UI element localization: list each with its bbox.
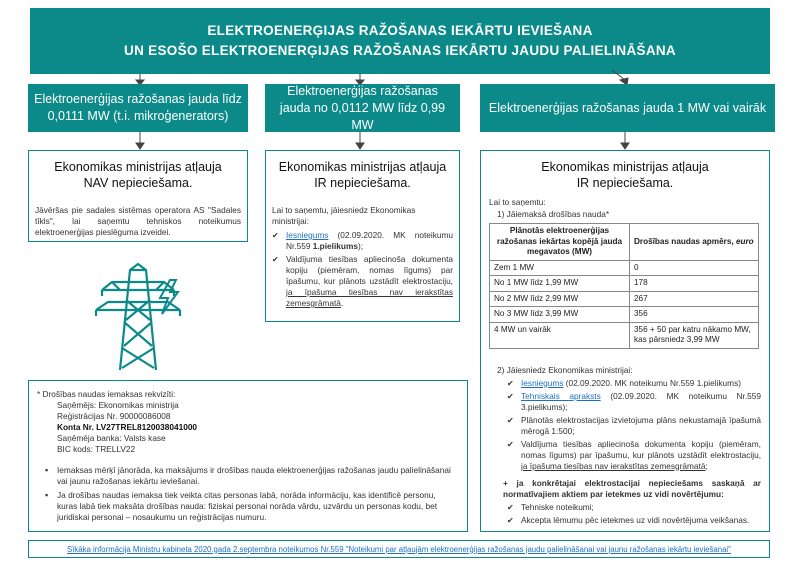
title-line: IR nepieciešama. xyxy=(314,176,411,190)
card-text: Jāvēršas pie sadales sistēmas operatora AS "Sadales tīkls", lai saņemtu tehniskos noteikumus elektroenerģijas pieslēguma izveidei. xyxy=(35,205,241,237)
list-item: ✔ Akcepta lēmumu pēc ietekmes uz vidi novērtējuma veikšanas. xyxy=(507,515,761,526)
banner-line-2: UN ESOŠO ELEKTROENERĢIJAS RAŽOŠANAS IEKĀRTU JAUDU PALIELINĀŠANA xyxy=(124,43,676,58)
table-cell: 356 xyxy=(630,307,759,323)
column-header xyxy=(630,224,759,261)
arrows xyxy=(0,0,800,160)
arrow-down-icon xyxy=(612,70,625,80)
card-permit-mid xyxy=(265,150,460,322)
step-2: 2) Jāiesniedz Ekonomikas ministrijai: xyxy=(497,364,633,375)
item-underlined: ja īpašuma tiesības nav ierakstītas zemesgrāmatā xyxy=(286,287,453,308)
list-item xyxy=(507,391,761,413)
item-text: (02.09.2020. MK noteikumu Nr.559 xyxy=(286,230,453,251)
list-item: ✔ Tehniske noteikumi; xyxy=(507,502,761,513)
table-row xyxy=(490,260,759,276)
arrow-down-icon xyxy=(621,143,629,149)
arrow-down-icon xyxy=(136,143,144,149)
table-row xyxy=(490,322,759,348)
header-text: Drošības naudas apmērs, xyxy=(634,236,736,246)
detail-line: Saņēmējs: Ekonomikas ministrija xyxy=(57,400,179,410)
table-cell: 4 MW un vairāk xyxy=(490,322,630,348)
detail-line: Reģistrācijas Nr. 90000086008 xyxy=(57,411,171,421)
eia-list xyxy=(507,502,761,526)
pylon-lightning-icon xyxy=(90,262,190,372)
header-mid: Elektroenerģijas ražošanas jauda no 0,0112 MW līdz 0,99 MW xyxy=(265,84,460,132)
list-item: ✔ Plānotās elektrostacijas izvietojuma plāns nekustamajā īpašumā mērogā 1:500; xyxy=(507,415,761,437)
card-title xyxy=(481,159,769,191)
table-cell: 178 xyxy=(630,276,759,292)
detail-line: Saņēmēja banka: Valsts kase xyxy=(57,433,166,443)
header-em: euro xyxy=(735,236,754,246)
list-item: ▪ Iemaksas mērķī jānorāda, ka maksājums ir drošības nauda elektroenerģijas ražošanas jaudu palielināšanai vai jaunu ražošanas iekārtu ieviešanai. xyxy=(43,465,453,487)
item-text: (02.09.2020. MK noteikumu Nr.559 1.pielikums) xyxy=(563,377,741,388)
title-line: Ekonomikas ministrijas atļauja xyxy=(541,160,709,174)
fee-table xyxy=(489,223,759,349)
list-item xyxy=(507,439,761,472)
application-link[interactable]: Iesniegums xyxy=(286,230,329,240)
account-number: Konta Nr. LV27TREL8120038041000 xyxy=(57,422,198,432)
list-item xyxy=(272,254,453,309)
table-row xyxy=(490,276,759,292)
table-cell: 267 xyxy=(630,291,759,307)
list-item xyxy=(507,378,761,389)
footer-reference xyxy=(28,540,770,558)
table-row xyxy=(490,307,759,323)
table-cell: No 2 MW līdz 2,99 MW xyxy=(490,291,630,307)
table-cell: No 3 MW līdz 3,99 MW xyxy=(490,307,630,323)
regulation-link[interactable]: Sīkāka informācija Ministru kabineta 2020.gada 2.septembra noteikumos Nr.559 "Noteikumi par atļaujām elektroenerģijas ražošanas jaudu palielināšanai vai jaunu ražošanas iekārtu ieviešanai" xyxy=(67,544,731,554)
payment-notes xyxy=(43,465,453,523)
requirements-list xyxy=(272,230,453,309)
column-header: Plānotās elektroenerģijas ražošanas iekārtas kopējā jauda megavatos (MW) xyxy=(490,224,630,261)
title-line: Ekonomikas ministrijas atļauja xyxy=(54,160,222,174)
table-header-row xyxy=(490,224,759,261)
table-cell: 356 + 50 par katru nākamo MW, kas pārsniedz 3,99 MW xyxy=(630,322,759,348)
table-cell: Zem 1 MW xyxy=(490,260,630,276)
card-permit-large xyxy=(480,150,770,532)
list-item: ▪ Ja drošības naudas iemaksa tiek veikta citas personas labā, norāda informāciju, kas identificē personu, kuras labā tiek maksāta drošības nauda: fiziskai personai norāda vārdu, uzvārdu un personas kodu, bet juridiskai personai – nosaukumu un reģistrācijas numuru. xyxy=(43,490,453,523)
step-1: 1) Jāiemaksā drošības nauda* xyxy=(497,209,610,219)
intro-text: Lai to saņemtu: xyxy=(489,197,546,207)
arrow-down-icon xyxy=(356,143,364,149)
header-micro: Elektroenerģijas ražošanas jauda līdz 0,0111 MW (t.i. mikroģenerators) xyxy=(28,84,248,132)
table-row xyxy=(490,291,759,307)
header-large: Elektroenerģijas ražošanas jauda 1 MW vai vairāk xyxy=(480,84,775,132)
card-title xyxy=(266,159,459,191)
card-no-permit xyxy=(28,150,248,242)
payment-title: * Drošības naudas iemaksas rekvizīti: xyxy=(37,389,176,399)
item-text: Valdījuma tiesības apliecinoša dokumenta kopiju (piemēram, nomas līgums) par īpašumu, kur plānots uzstādīt elektrostaciju, xyxy=(286,254,453,286)
item-bold: 1.pielikums xyxy=(312,241,358,251)
item-text: . xyxy=(340,298,344,308)
item-underlined: ja īpašuma tiesības nav ierakstītas zemesgrāmatā xyxy=(521,460,706,471)
title-line: NAV nepieciešama. xyxy=(83,176,193,190)
intro-text: Lai to saņemtu, jāiesniedz Ekonomikas ministrijai: xyxy=(272,205,416,226)
detail-line: BIC kods: TRELLV22 xyxy=(57,444,136,454)
payment-details xyxy=(57,400,467,455)
title-line: IR nepieciešama. xyxy=(576,176,674,190)
item-text: Valdījuma tiesības apliecinoša dokumenta kopiju (piemēram, nomas līgums) par īpašumu, kur plānots uzstādīt elektrostaciju, xyxy=(521,438,761,460)
item-text: ; xyxy=(705,460,708,471)
item-text: ); xyxy=(357,241,364,251)
application-link[interactable]: Iesniegums xyxy=(521,377,564,388)
payment-details-card xyxy=(28,380,468,532)
list-item xyxy=(272,230,453,252)
card-title xyxy=(29,159,247,191)
table-cell: No 1 MW līdz 1,99 MW xyxy=(490,276,630,292)
title-line: Ekonomikas ministrijas atļauja xyxy=(278,160,447,174)
banner-line-1: ELEKTROENERĢIJAS RAŽOŠANAS IEKĀRTU IEVIEŠANA xyxy=(207,23,593,38)
tech-description-link[interactable]: Tehniskais apraksts xyxy=(521,390,601,401)
eia-note: + ja konkrētajai elektrostacijai nepieciešams saskaņā ar normatīvajiem aktiem par ietekmes uz vidi novērtējumu: xyxy=(503,477,761,499)
table-cell: 0 xyxy=(630,260,759,276)
requirements-list xyxy=(507,378,761,472)
item-text: (02.09.2020. MK noteikumu Nr.559 3.pielikums); xyxy=(521,390,762,412)
